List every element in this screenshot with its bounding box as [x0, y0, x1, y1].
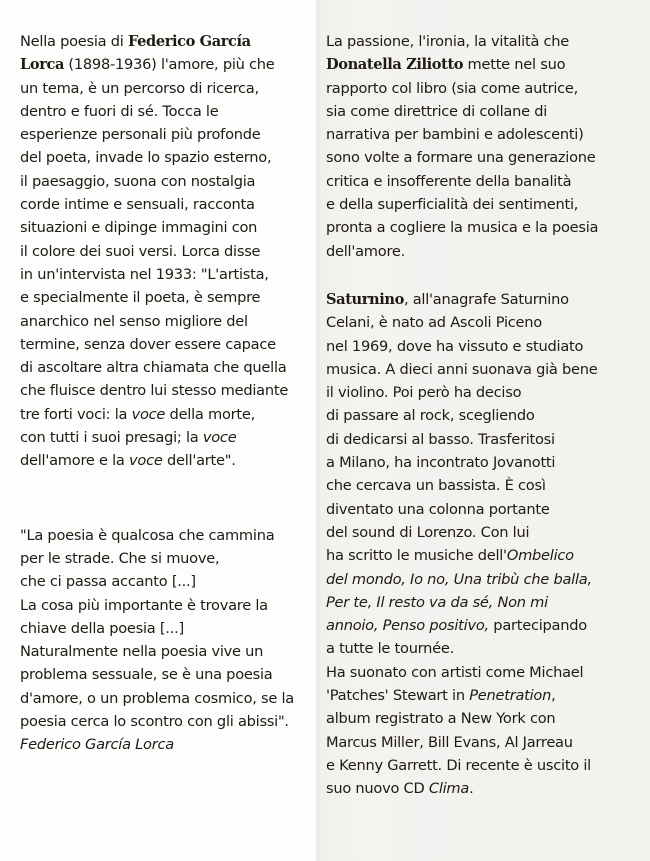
- text-line: dentro e fuori di sé. Tocca le: [20, 102, 219, 120]
- saturnino-paragraph: [326, 288, 598, 801]
- text-line: annoio, Penso positivo, partecipando: [326, 617, 587, 635]
- italic-title: annoio, Penso positivo,: [326, 617, 489, 635]
- text-line: e della superficialità dei sentimenti,: [326, 196, 579, 214]
- text-line: esperienze personali più profonde: [20, 126, 261, 144]
- text-line: dell'amore e la voce dell'arte".: [20, 452, 236, 470]
- text-line: di dedicarsi al basso. Trasferitosi: [326, 430, 555, 448]
- text-line: 'Patches' Stewart in Penetration,: [326, 687, 556, 705]
- text-line: Saturnino, all'anagrafe Saturnino: [326, 290, 569, 308]
- bold-name: Lorca: [20, 56, 65, 74]
- text-line: a Milano, ha incontrato Jovanotti: [326, 454, 556, 472]
- bold-name: Donatella Ziliotto: [326, 56, 464, 74]
- text-line: narrativa per bambini e adolescenti): [326, 126, 584, 144]
- quote-line: problema sessuale, se è una poesia: [20, 666, 273, 684]
- text-line: e Kenny Garrett. Di recente è uscito il: [326, 756, 591, 774]
- quote-line: "La poesia è qualcosa che cammina: [20, 526, 275, 544]
- quote-line: La cosa più importante è trovare la: [20, 596, 268, 614]
- italic-title: Clima: [428, 780, 470, 798]
- text-line: rapporto col libro (sia come autrice,: [326, 79, 579, 97]
- text-line: che cercava un bassista. È così: [326, 477, 546, 495]
- text-line: che fluisce dentro lui stesso mediante: [20, 382, 289, 400]
- text-line: il violino. Poi però ha deciso: [326, 384, 522, 402]
- quote-author: Federico García Lorca: [20, 736, 174, 754]
- text-line: dell'amore.: [326, 242, 405, 260]
- text-line: di passare al rock, scegliendo: [326, 407, 535, 425]
- text-line: tre forti voci: la voce della morte,: [20, 405, 255, 423]
- italic-word: voce: [129, 452, 163, 470]
- text-line: La passione, l'ironia, la vitalità che: [326, 33, 570, 50]
- text-line: sia come direttrice di collane di: [326, 102, 548, 120]
- ziliotto-paragraph: [326, 30, 598, 263]
- quote-line: che ci passa accanto [...]: [20, 573, 196, 591]
- text-line: musica. A dieci anni suonava già bene: [326, 360, 598, 378]
- italic-title: Ombelico: [506, 547, 574, 565]
- text-line: un tema, è un percorso di ricerca,: [20, 79, 259, 97]
- lorca-quote: [20, 524, 294, 757]
- text-line: Nella poesia di Federico García: [20, 33, 251, 50]
- quote-line: poesia cerca lo scontro con gli abissi".: [20, 713, 289, 731]
- text-line: critica e insofferente della banalità: [326, 172, 572, 190]
- bold-name: Federico García: [127, 33, 251, 50]
- text-line: Lorca (1898-1936) l'amore, più che: [20, 56, 275, 74]
- quote-line: per le strade. Che si muove,: [20, 549, 220, 567]
- italic-word: voce: [131, 405, 166, 423]
- quote-line: Naturalmente nella poesia vive un: [20, 643, 264, 661]
- text-line: Marcus Miller, Bill Evans, Al Jarreau: [326, 733, 573, 751]
- text-line: Ha suonato con artisti come Michael: [326, 663, 584, 681]
- spacer: [20, 473, 294, 524]
- italic-title: Penetration: [469, 687, 552, 705]
- text-line: situazioni e dipinge immagini con: [20, 219, 258, 237]
- spacer: [326, 263, 598, 288]
- text-line: Donatella Ziliotto mette nel suo: [326, 56, 566, 74]
- text-line: nel 1969, dove ha vissuto e studiato: [326, 337, 584, 355]
- text-line: il colore dei suoi versi. Lorca disse: [20, 242, 261, 260]
- text-line: corde intime e sensuali, racconta: [20, 196, 255, 214]
- text-line: a tutte le tournée.: [326, 640, 455, 658]
- quote-line: chiave della poesia [...]: [20, 619, 184, 637]
- italic-word: voce: [202, 429, 237, 447]
- text-line: di ascoltare altra chiamata che quella: [20, 359, 287, 377]
- text-line: album registrato a New York con: [326, 710, 556, 728]
- text-line: termine, senza dover essere capace: [20, 335, 276, 353]
- text-line: suo nuovo CD Clima.: [326, 780, 474, 798]
- quote-line: d'amore, o un problema cosmico, se la: [20, 689, 294, 707]
- left-column: [20, 30, 294, 757]
- bold-name: Saturnino: [326, 290, 404, 308]
- italic-title-line: del mondo, Io no, Una tribù che balla,: [326, 570, 592, 588]
- text-line: sono volte a formare una generazione: [326, 149, 596, 167]
- text-line: il paesaggio, suona con nostalgia: [20, 172, 256, 190]
- text-line: ha scritto le musiche dell'Ombelico: [326, 547, 574, 565]
- text-line: diventato una colonna portante: [326, 500, 550, 518]
- lorca-intro-paragraph: [20, 30, 294, 473]
- text-line: con tutti i suoi presagi; la voce: [20, 429, 237, 447]
- text-line: in un'intervista nel 1933: "L'artista,: [20, 265, 269, 283]
- text-line: del poeta, invade lo spazio esterno,: [20, 149, 272, 167]
- italic-title-line: Per te, Il resto va da sé, Non mi: [326, 593, 548, 611]
- text-line: Celani, è nato ad Ascoli Piceno: [326, 314, 542, 332]
- text-line: e specialmente il poeta, è sempre: [20, 289, 261, 307]
- right-column: [326, 30, 598, 801]
- text-line: anarchico nel senso migliore del: [20, 312, 248, 330]
- text-line: pronta a cogliere la musica e la poesia: [326, 219, 599, 237]
- text-line: del sound di Lorenzo. Con lui: [326, 523, 530, 541]
